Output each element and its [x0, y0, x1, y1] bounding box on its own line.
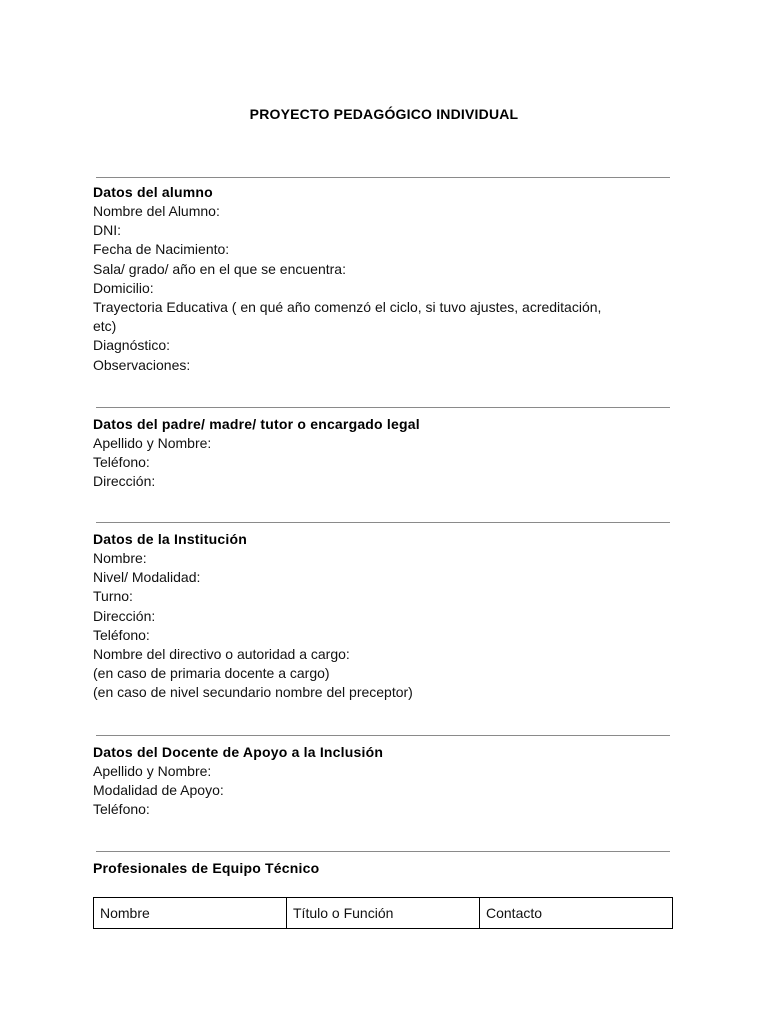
section-divider — [96, 522, 670, 523]
field-dni: DNI: — [93, 222, 121, 239]
table-row — [94, 898, 673, 929]
section-divider — [96, 177, 670, 178]
section-heading: Profesionales de Equipo Técnico — [93, 860, 320, 876]
section-divider — [96, 735, 670, 736]
field-support-teacher-name: Apellido y Nombre: — [93, 763, 212, 779]
field-guardian-address: Dirección: — [93, 473, 156, 490]
field-address: Domicilio: — [93, 279, 154, 296]
field-institution-name: Nombre: — [93, 550, 147, 566]
section-divider — [96, 851, 670, 852]
section-institution-data — [93, 530, 673, 703]
page-title: PROYECTO PEDAGÓGICO INDIVIDUAL — [249, 106, 519, 122]
section-heading: Datos del padre/ madre/ tutor o encargado legal — [93, 416, 420, 432]
field-director-name: Nombre del directivo o autoridad a cargo: — [93, 646, 350, 663]
table-header-name: Nombre — [94, 898, 287, 929]
field-level-modality: Nivel/ Modalidad: — [93, 569, 201, 586]
section-heading: Datos de la Institución — [93, 531, 247, 547]
field-educational-trajectory-cont: etc) — [93, 318, 117, 335]
field-guardian-name: Apellido y Nombre: — [93, 435, 212, 451]
field-birth-date: Fecha de Nacimiento: — [93, 241, 230, 258]
technical-team-table — [93, 897, 673, 929]
field-student-name: Nombre del Alumno: — [93, 203, 220, 219]
field-shift: Turno: — [93, 588, 133, 605]
field-institution-phone: Teléfono: — [93, 626, 150, 643]
section-technical-team — [93, 859, 673, 878]
section-divider — [96, 407, 670, 408]
field-primary-note: (en caso de primaria docente a cargo) — [93, 665, 330, 682]
section-heading: Datos del alumno — [93, 184, 213, 200]
table-header-contact: Contacto — [480, 898, 673, 929]
table-header-title: Título o Función — [287, 898, 480, 929]
section-guardian-data — [93, 415, 673, 492]
section-support-teacher-data — [93, 743, 673, 820]
field-diagnosis: Diagnóstico: — [93, 337, 171, 354]
field-grade: Sala/ grado/ año en el que se encuentra: — [93, 260, 346, 277]
section-heading: Datos del Docente de Apoyo a la Inclusión — [93, 744, 384, 760]
field-educational-trajectory: Trayectoria Educativa ( en qué año comenzó el ciclo, si tuvo ajustes, acreditación, — [93, 299, 602, 316]
field-support-teacher-phone: Teléfono: — [93, 801, 150, 818]
field-secondary-note: (en caso de nivel secundario nombre del preceptor) — [93, 684, 413, 701]
field-institution-address: Dirección: — [93, 607, 156, 624]
section-student-data — [93, 183, 673, 375]
field-observations: Observaciones: — [93, 356, 191, 373]
field-guardian-phone: Teléfono: — [93, 454, 150, 471]
field-support-modality: Modalidad de Apoyo: — [93, 782, 224, 799]
